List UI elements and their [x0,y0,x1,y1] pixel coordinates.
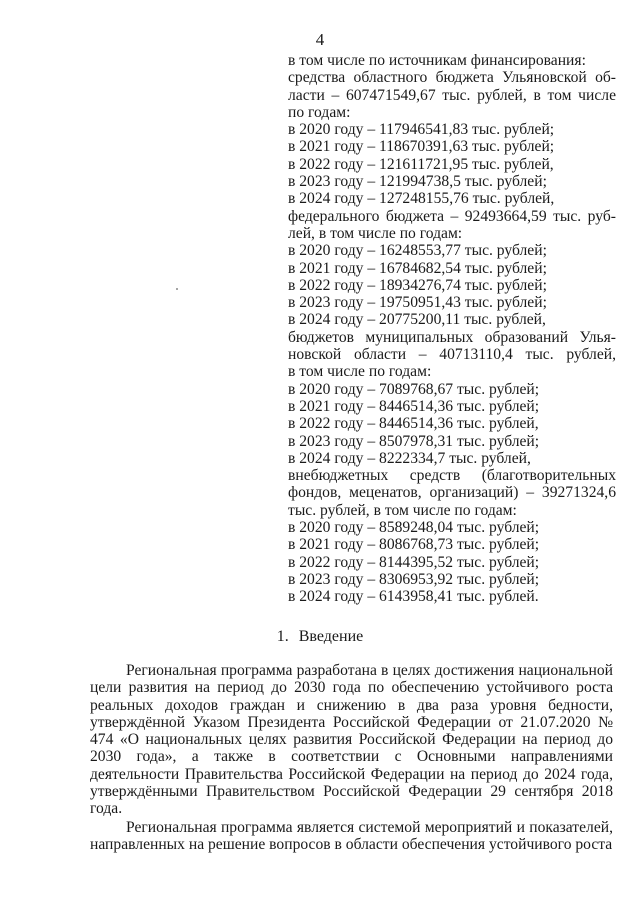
funding-line: фондов, меценатов, организаций) – 39271324,6 [288,484,616,502]
funding-line: федерального бюджета – 92493664,59 тыс. руб- [288,207,616,225]
paragraph: Региональная программа является системой мероприятий и показателей, направленных на решение вопросов в области обеспечения устойчивого роста [90,818,613,853]
page-number: 4 [315,30,325,49]
section-title: Введение [298,628,364,645]
funding-line: в 2024 году – 127248155,76 тыс. рублей, [288,190,555,208]
funding-line: в 2022 году – 121611721,95 тыс. рублей, [288,155,554,173]
funding-line: в 2024 году – 6143958,41 тыс. рублей. [288,588,539,606]
funding-line: в 2022 году – 8144395,52 тыс. рублей; [288,553,540,571]
funding-line: в 2022 году – 8446514,36 тыс. рублей, [288,415,539,433]
funding-line: бюджетов муниципальных образований Улья- [288,328,616,346]
funding-line: средства областного бюджета Ульяновской об- [288,69,616,87]
funding-line: в 2021 году – 8446514,36 тыс. рублей; [288,397,540,415]
funding-line: в 2021 году – 16784682,54 тыс. рублей; [288,259,547,277]
funding-line: в 2021 году – 8086768,73 тыс. рублей; [288,536,540,554]
funding-line: в 2024 году – 20775200,11 тыс. рублей, [288,311,546,329]
funding-line: в 2020 году – 8589248,04 тыс. рублей; [288,519,540,537]
funding-line: внебюджетных средств (благотворительных [288,467,616,485]
funding-line: в 2020 году – 16248553,77 тыс. рублей; [288,242,547,260]
funding-line: в 2024 году – 8222334,7 тыс. рублей, [288,449,531,467]
section-number: 1. [276,628,289,645]
funding-line: по годам: [288,103,351,121]
funding-line: ласти – 607471549,67 тыс. рублей, в том числе [288,86,616,104]
funding-sources-block [288,52,616,606]
funding-line: в 2023 году – 19750951,43 тыс. рублей; [288,294,547,312]
funding-line: в 2020 году – 7089768,67 тыс. рублей; [288,380,540,398]
funding-line: лей, в том числе по годам: [288,224,463,242]
funding-line: в 2020 году – 117946541,83 тыс. рублей; [288,121,555,139]
section-heading [0,628,640,646]
funding-line: в том числе по источникам финансирования: [288,52,586,69]
funding-line: в том числе по годам: [288,363,432,381]
funding-line: в 2022 году – 18934276,74 тыс. рублей; [288,276,547,294]
paragraph: Региональная программа разработана в целях достижения национальной цели развития на период до 2030 года по обеспечению устойчивого роста реальных доходов граждан и снижению в два раза уровня бедности, утверждённой Указом Президента Российской Федерации от 21.07.2020 № 474 «О национальных целях развития Российской Федерации на период до 2030 года», а также в соответствии с Основными направлениями деятельности Правительства Российской Федерации на период до 2024 года, утверждёнными Правительством Российской Федерации 29 сентября 2018 года. [90,662,613,818]
scan-artifact-dot [176,288,178,290]
funding-line: в 2023 году – 121994738,5 тыс. рублей; [288,173,547,191]
funding-line: новской области – 40713110,4 тыс. рублей, [288,346,616,364]
funding-line: в 2023 году – 8507978,31 тыс. рублей; [288,432,540,450]
funding-line: в 2021 году – 118670391,63 тыс. рублей; [288,138,555,156]
funding-line: тыс. рублей, в том числе по годам: [288,501,517,519]
funding-line: в 2023 году – 8306953,92 тыс. рублей; [288,570,540,588]
body-text [90,662,613,853]
